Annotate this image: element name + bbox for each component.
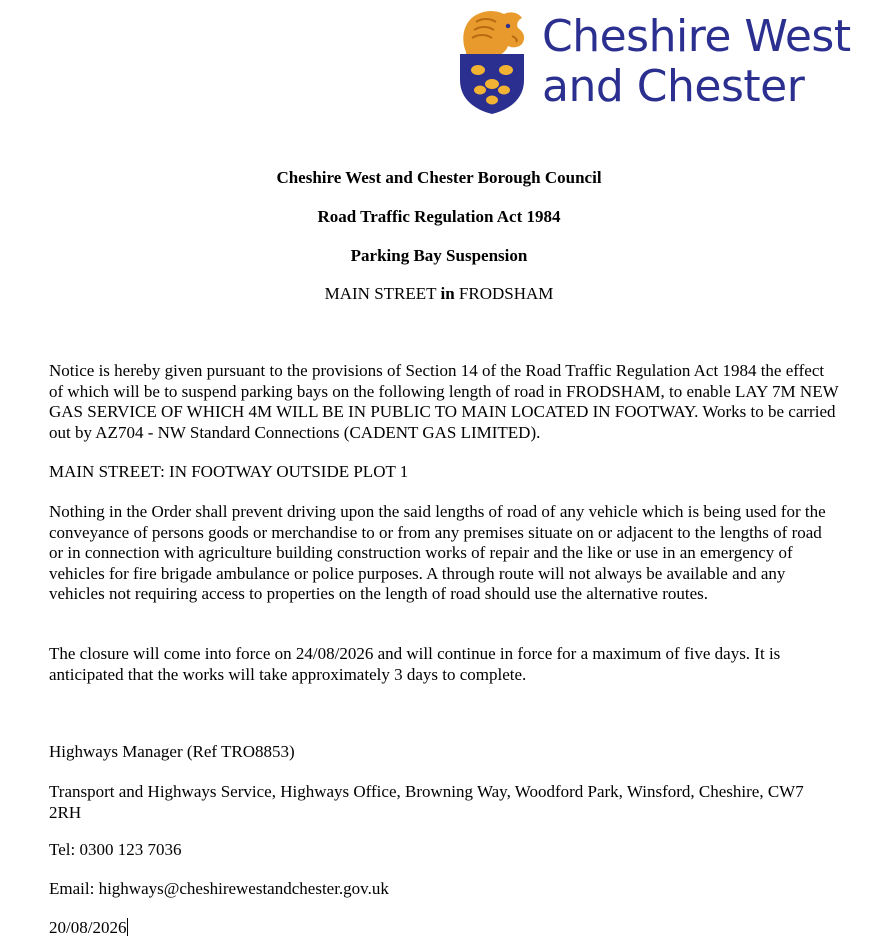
exemption-paragraph: Nothing in the Order shall prevent driving upon the said lengths of road of any vehicle which is being used for the conveyance of persons goods or merchandise to or from any premises situate on or adjacent to the lengths of road or in connection with agriculture building construction works of repair and the like or use in an emergency of vehicles for fire brigade ambulance or police purposes. A through route will not always be available and any vehicles not requiring access to properties on the length of road should use the alternative routes. (49, 502, 826, 603)
logo-line-1: Cheshire West (542, 11, 851, 62)
in-word: in (440, 284, 455, 303)
address-block: Transport and Highways Service, Highways Office, Browning Way, Woodford Park, Winsford, Cheshire, CW7 2RH (49, 782, 804, 822)
street-heading (0, 284, 878, 304)
location-line: MAIN STREET: IN FOOTWAY OUTSIDE PLOT 1 (49, 462, 409, 481)
council-logo (456, 8, 851, 116)
logo-wordmark (542, 12, 851, 112)
town-name: FRODSHAM (458, 284, 554, 303)
closure-paragraph: The closure will come into force on 24/08/2026 and will continue in force for a maximum of five days. It is anticipated that the works will take approximately 3 days to complete. (49, 644, 781, 684)
email-line: Email: highways@cheshirewestandchester.gov.uk (49, 879, 389, 898)
street-name: MAIN STREET (324, 284, 437, 303)
date-line[interactable] (49, 918, 839, 939)
lion-crest-icon (456, 8, 528, 114)
text-cursor (127, 918, 128, 936)
manager-line: Highways Manager (Ref TRO8853) (49, 742, 295, 761)
council-heading: Cheshire West and Chester Borough Council (276, 168, 602, 187)
notice-paragraph: Notice is hereby given pursuant to the provisions of Section 14 of the Road Traffic Regulation Act 1984 the effect of which will be to suspend parking bays on the following length of road in FRODSHAM, to enable LAY 7M NEW GAS SERVICE OF WHICH 4M WILL BE IN PUBLIC TO MAIN LOCATED IN FOOTWAY. Works to be carried out by AZ704 - NW Standard Connections (CADENT GAS LIMITED). (49, 361, 839, 442)
act-heading: Road Traffic Regulation Act 1984 (317, 207, 561, 226)
telephone-line: Tel: 0300 123 7036 (49, 840, 182, 859)
notice-type-heading: Parking Bay Suspension (350, 246, 528, 265)
notice-date: 20/08/2026 (49, 918, 127, 937)
logo-line-2: and Chester (542, 61, 805, 112)
